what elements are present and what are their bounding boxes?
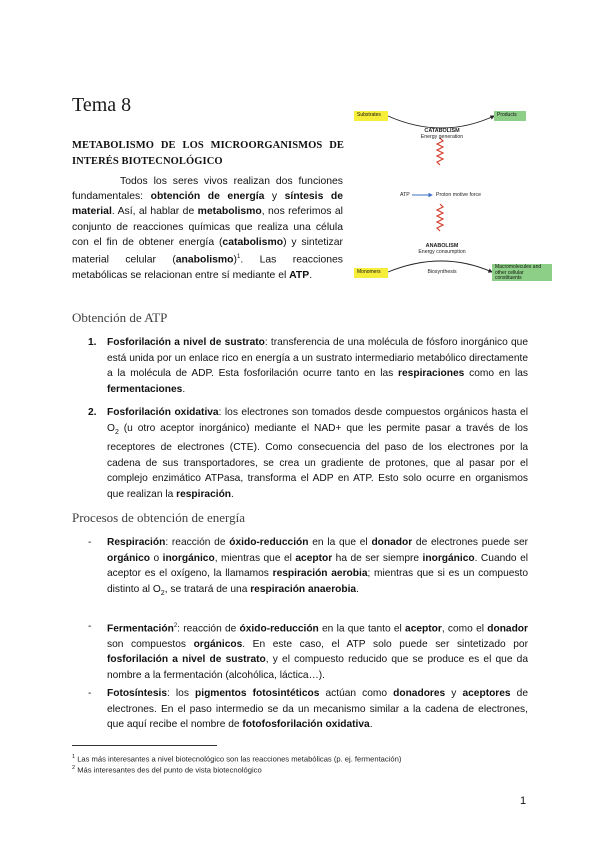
metabolism-diagram [352,104,542,282]
footnote-2: $^2$ Más interesantes des del punto de vista biotecnológico [72,765,262,775]
catabolism-arrow [388,116,494,128]
section-title-atp: Obtención de ATP [72,310,168,325]
list-item: 1. Fosforilación a nivel de sustrato: transferencia de una molécula de fósforo inorgánico que está unida por un enlace rico en energía a un sustrato intermediario metabólico directamente a la molécula de ADP. Esta fosforilación ocurre tanto en las respiraciones como en las fermentaciones. [88,337,528,395]
energy-squiggle-bottom [437,204,443,231]
anabolism-label: ANABOLISM Energy consumption [418,243,466,255]
proton-motive-label: Proton motive force [436,192,481,198]
footnote-1: $^1$ Las más interesantes a nivel biotecnológico son las reacciones metabólicas (p. ej. fermentación) [72,754,402,764]
list-item: - Fotosíntesis: los pigmentos fotosintéticos actúan como donadores y aceptores de electrones. En el paso intermedio se da un mecanismo similar a la cadena de electrones, que aquí recibe el nombre de fotofosforilación oxidativa. [88,688,529,730]
substrates-box: Substrates [354,111,388,121]
chapter-heading: METABOLISMO DE LOS MICROORGANISMOS DE INTERÉS BIOTECNOLÓGICO [72,140,344,167]
macromolecules-box: Macromolecules and other cellular constituents [492,264,552,281]
biosynthesis-label: Biosynthesis [427,269,457,275]
catabolism-label: CATABOLISM Energy generation [420,128,464,140]
footnote-separator [72,745,217,746]
energy-squiggle-top [437,138,443,165]
section-title-energy: Procesos de obtención de energía [72,510,246,525]
monomers-box: Monomers [354,268,388,278]
list-item: 2. Fosforilación oxidativa: los electrones son tomados desde compuestos orgánicos hasta el $O_2$ (u otro aceptor inorgánico) mediante el NAD+ que les permite pasar a través de los receptores de electrones (CTE). Como consecuencia del paso de los electrones por la cadena de sus transportadores, se crea un gradiente de protones, que al pasar por el complejo enzimático ATPasa, transforma el ADP en ATP. Esto solo ocurre en organismos que realizan la respiración. [88,407,528,500]
footnote-ref-2: 2 [173,623,178,629]
page-number: 1 [520,795,527,807]
page-title: Tema 8 [72,94,132,116]
atp-label: ATP [400,192,410,198]
list-item: - Fermentación$^2$: reacción de óxido-reducción en la que tanto el aceptor, como el donador son compuestos orgánicos. En este caso, el ATP solo puede ser sintetizado por fosforilación a nivel de sustrato, y el compuesto reducido que se produce es el que da nombre a la fermentación (alcohólica, láctica…). [88,621,528,681]
products-box: Products [494,111,526,121]
list-item: - Respiración: reacción de óxido-reducción en la que el donador de electrones puede ser orgánico o inorgánico, mientras que el aceptor ha de ser siempre inorgánico. Cuando el aceptor es el oxígeno, la llamamos respiración aerobia; mientras que si es un compuesto distinto al $O_2$, se tratará de una respiración anaerobia. [88,537,528,597]
intro-paragraph: Todos los seres vivos realizan dos funciones fundamentales: obtención de energía y síntesis de material. Así, al hablar de metabolismo, nos referimos al conjunto de reacciones químicas que realiza una célula con el fin de obtener energía (catabolismo) y sintetizar material celular (anabolismo)$^1$. Las reacciones metabólicas se relacionan entre sí mediante el ATP. [72,176,344,281]
footnote-ref-1: 1 [237,254,241,261]
